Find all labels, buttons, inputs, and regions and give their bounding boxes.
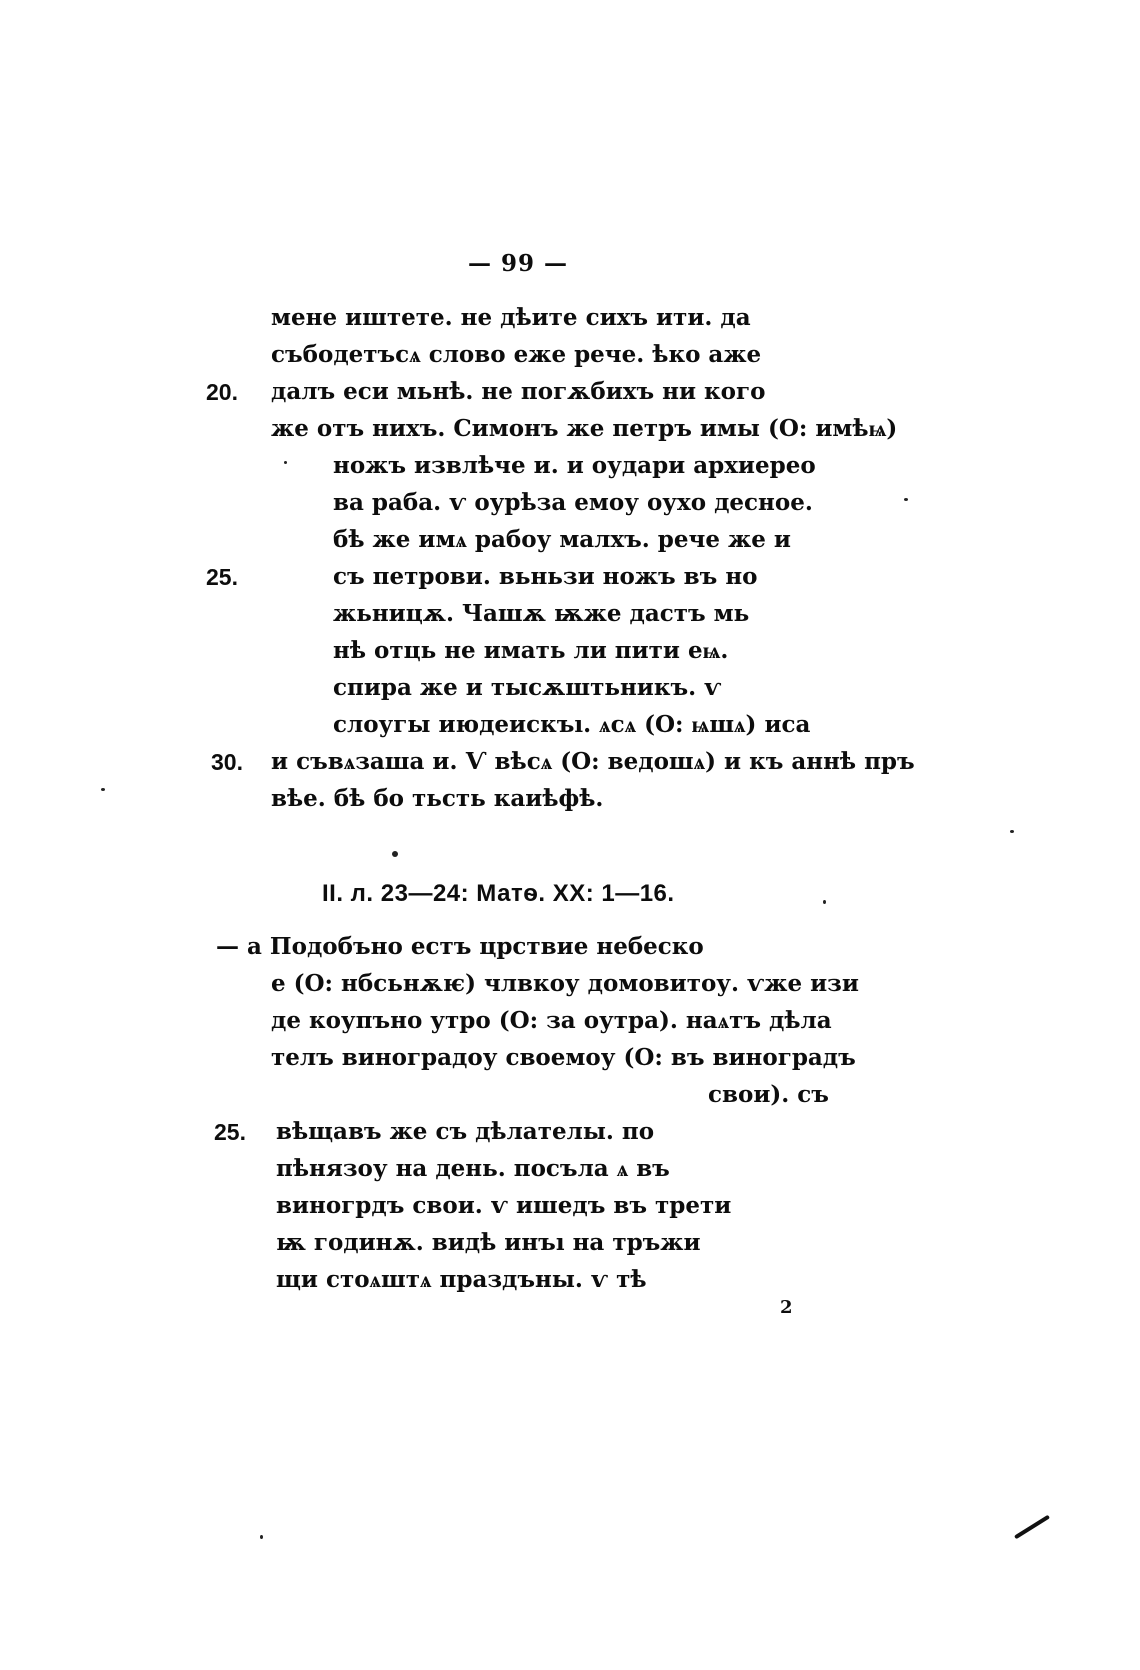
- verse-number: 30.: [211, 749, 243, 775]
- text-line: ножъ извлѣче и. и оудари архиерео: [333, 452, 816, 479]
- text-line: телъ виноградоу своемоу (О: въ виноградъ: [271, 1044, 856, 1071]
- pen-stroke-mark: [1014, 1515, 1050, 1540]
- text-line: и съвѧзаша и. Ѵ вѣсѧ (О: ведошѧ) и къ аннѣ пръ: [271, 748, 915, 775]
- text-line: свои). съ: [708, 1081, 829, 1108]
- text-line: бѣ же имѧ рабоу малхъ. рече же и: [333, 526, 791, 553]
- verse-number: 25.: [206, 564, 238, 590]
- text-line: ѭ годинѫ. видѣ инъı на тръжи: [276, 1229, 701, 1256]
- text-line: де коупъно утро (О: за оутра). наѧтъ дѣла: [271, 1007, 832, 1034]
- text-line: — а Подобъно естъ црствие небеско: [216, 933, 704, 960]
- verse-number: 20.: [206, 379, 238, 405]
- text-line: събодетъсѧ слово еже рече. ѣко аже: [271, 341, 762, 368]
- scan-speck: [392, 851, 398, 857]
- scan-speck: [284, 461, 287, 464]
- text-line: спира же и тысѫштьникъ. ѵ: [333, 674, 722, 701]
- page-number: — 99 —: [468, 250, 569, 277]
- scan-speck: [1010, 830, 1014, 833]
- text-line: вѣе. бѣ бо тьсть каиѣфѣ.: [271, 785, 604, 812]
- text-line: мене иштете. не дѣите сихъ ити. да: [271, 304, 751, 331]
- section-heading: II. л. 23—24: Матѳ. XX: 1—16.: [322, 880, 675, 907]
- text-line: нѣ отць не имать ли пити еѩ.: [333, 637, 729, 664]
- scan-speck: [101, 788, 105, 791]
- text-line: жьницѫ. Чашѫ ѭже дастъ мь: [333, 600, 750, 627]
- text-line: слоугы июдеискъı. ѧсѧ (О: ѩшѧ) иса: [333, 711, 811, 738]
- text-line: вѣщавъ же съ дѣлателы. по: [276, 1118, 655, 1145]
- verse-number: 25.: [214, 1119, 246, 1145]
- text-line: пѣнязоу на день. посъла ѧ въ: [276, 1155, 670, 1182]
- text-line: виногрдъ свои. ѵ ишедъ въ трети: [276, 1192, 732, 1219]
- scan-speck: [904, 498, 908, 501]
- text-line: съ петрови. вьньзи ножъ въ но: [333, 563, 758, 590]
- text-line: же отъ нихъ. Симонъ же петръ имы (О: имѣѩ): [271, 415, 898, 442]
- text-line: е (О: нбсьнѫѥ) члвкоу домовитоу. ѵже изи: [271, 970, 859, 997]
- text-line: далъ еси мьнѣ. не погѫбихъ ни кого: [271, 378, 766, 405]
- scan-speck: [823, 900, 826, 904]
- signature-mark: 2: [780, 1297, 793, 1318]
- text-line: ва раба. ѵ оурѣза емоу оухо десное.: [333, 489, 813, 516]
- text-line: щи стоѧштѧ праздъны. ѵ тѣ: [276, 1266, 647, 1293]
- scan-speck: [260, 1535, 263, 1539]
